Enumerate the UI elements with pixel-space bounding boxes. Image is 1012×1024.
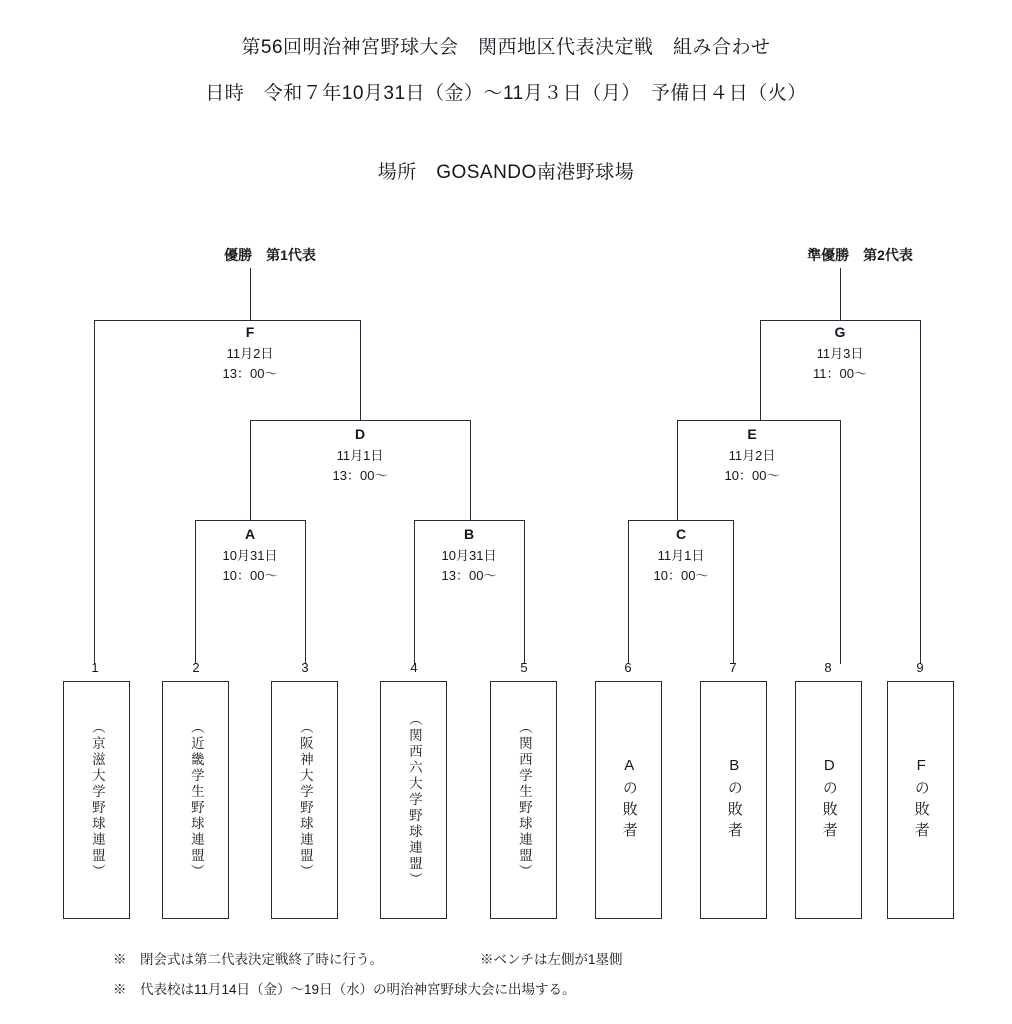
match-g-bar	[760, 320, 920, 321]
footnote-1: ※ 閉会式は第二代表決定戦終了時に行う。	[113, 952, 383, 967]
runner-up-label: 準優勝 第2代表	[807, 247, 913, 263]
match-e-right-leg	[840, 420, 841, 664]
team-label-8: Dの敗者	[820, 757, 838, 843]
seed-number-4: 4	[410, 660, 418, 675]
footnote-2: ※ 代表校は11月14日（金）〜19日（水）の明治神宮野球大会に出場する。	[113, 982, 576, 997]
match-g-code: G	[834, 324, 846, 340]
team-label-5: （関西学生野球連盟）	[516, 720, 532, 880]
match-a-code: A	[244, 526, 256, 542]
team-name-vertical-6	[596, 682, 661, 918]
match-g-right-leg	[920, 320, 921, 664]
match-c-time: 10：00〜	[653, 567, 709, 583]
team-name-vertical-8	[796, 682, 861, 918]
match-a-date: 10月31日	[222, 547, 278, 563]
team-name-vertical-5	[491, 682, 556, 918]
seed-number-5: 5	[520, 660, 528, 675]
team-label-6: Aの敗者	[620, 757, 638, 843]
seed-number-7: 7	[729, 660, 737, 675]
team-label-7: Bの敗者	[725, 757, 743, 843]
match-g-left-leg	[760, 320, 761, 420]
match-b-date: 10月31日	[441, 547, 497, 563]
match-node-e	[697, 424, 807, 486]
team-name-vertical-1	[64, 682, 129, 918]
team-box-9	[887, 681, 954, 919]
team-box-3	[271, 681, 338, 919]
team-name-vertical-4	[381, 682, 446, 918]
footnote-bench: ※ベンチは左側が1塁側	[480, 952, 623, 967]
champion-stem	[250, 268, 251, 320]
match-f-bar	[94, 320, 360, 321]
match-f-right-leg	[360, 320, 361, 420]
team-label-2: （近畿学生野球連盟）	[188, 720, 204, 880]
match-b-bar	[414, 520, 524, 521]
team-label-3: （阪神大学野球連盟）	[297, 720, 313, 880]
team-box-8	[795, 681, 862, 919]
team-box-1	[63, 681, 130, 919]
match-a-time: 10：00〜	[222, 567, 278, 583]
match-a-right-leg	[305, 520, 306, 664]
match-f-time: 13：00〜	[222, 365, 278, 381]
match-d-date: 11月1日	[336, 447, 384, 463]
seed-number-2: 2	[192, 660, 200, 675]
match-f-left-leg	[94, 320, 95, 664]
team-name-vertical-2	[163, 682, 228, 918]
seed-number-1: 1	[91, 660, 99, 675]
match-e-code: E	[747, 426, 757, 442]
match-node-f	[195, 322, 305, 384]
team-label-1: （京滋大学野球連盟）	[89, 720, 105, 880]
team-label-4: （関西六大学野球連盟）	[406, 712, 422, 888]
match-d-code: D	[354, 426, 366, 442]
team-box-7	[700, 681, 767, 919]
team-name-vertical-9	[888, 682, 953, 918]
match-f-code: F	[245, 324, 255, 340]
team-name-vertical-7	[701, 682, 766, 918]
match-b-right-leg	[524, 520, 525, 664]
team-box-4	[380, 681, 447, 919]
seed-number-8: 8	[824, 660, 832, 675]
match-e-time: 10：00〜	[724, 467, 780, 483]
match-node-c	[626, 524, 736, 586]
match-d-left-leg	[250, 420, 251, 520]
match-node-b	[414, 524, 524, 586]
champion-label: 優勝 第1代表	[224, 247, 316, 263]
match-d-bar	[250, 420, 470, 421]
match-node-g	[785, 322, 895, 384]
runner-up-stem	[840, 268, 841, 320]
page-title: 第56回明治神宮野球大会 関西地区代表決定戦 組み合わせ	[241, 37, 771, 58]
schedule-line: 日時 令和７年10月31日（金）〜11月３日（月） 予備日４日（火）	[205, 83, 807, 104]
match-d-time: 13：00〜	[332, 467, 388, 483]
venue-line: 場所 GOSANDO南港野球場	[377, 162, 635, 183]
match-node-a	[195, 524, 305, 586]
team-label-9: Fの敗者	[912, 757, 930, 843]
team-name-vertical-3	[272, 682, 337, 918]
match-b-time: 13：00〜	[441, 567, 497, 583]
seed-number-9: 9	[916, 660, 924, 675]
seed-number-6: 6	[624, 660, 632, 675]
match-e-date: 11月2日	[728, 447, 776, 463]
seed-number-3: 3	[301, 660, 309, 675]
match-a-bar	[195, 520, 305, 521]
team-box-2	[162, 681, 229, 919]
match-b-code: B	[463, 526, 475, 542]
team-box-6	[595, 681, 662, 919]
match-e-left-leg	[677, 420, 678, 520]
match-node-d	[305, 424, 415, 486]
match-f-date: 11月2日	[226, 345, 274, 361]
match-c-code: C	[675, 526, 687, 542]
match-e-bar	[677, 420, 840, 421]
match-d-right-leg	[470, 420, 471, 520]
match-g-date: 11月3日	[816, 345, 864, 361]
team-box-5	[490, 681, 557, 919]
match-g-time: 11：00〜	[813, 365, 867, 381]
match-c-date: 11月1日	[657, 547, 705, 563]
match-c-bar	[628, 520, 733, 521]
